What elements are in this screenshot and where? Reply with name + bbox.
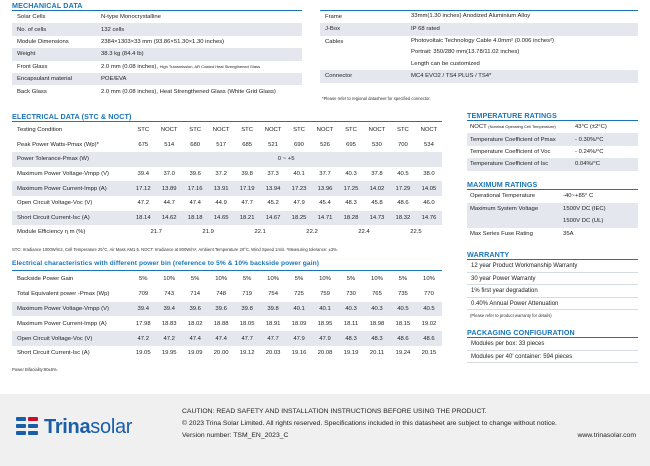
cell-value: 40.3 <box>345 305 357 312</box>
cell-value: 514 <box>164 141 175 148</box>
cell-value: 14.02 <box>369 185 385 192</box>
electrical-title-line <box>12 121 442 122</box>
row-label: Solar Cells <box>17 14 46 21</box>
cell-value: 45.2 <box>267 200 279 207</box>
cell-value: 39.4 <box>137 171 149 178</box>
row-label: Maximum Power Voltage-Vmpp (V) <box>17 305 109 312</box>
cell-value: 725 <box>294 291 304 298</box>
column-header: 5% <box>138 276 148 283</box>
table-row <box>320 11 638 23</box>
table-row <box>467 203 638 228</box>
cell-value: 48.3 <box>371 335 383 342</box>
row-label: Short Circuit Current-Isc (A) <box>17 214 90 221</box>
bifacial-title: Electrical characteristics with different power bin (reference to 5% & 10% backside power gain) <box>12 260 320 267</box>
table-row <box>12 181 442 196</box>
row-label: Encapsulant material <box>17 76 73 83</box>
cell-value: 20.11 <box>369 350 385 357</box>
row-label: No. of cells <box>17 26 47 33</box>
temperature-table <box>467 121 638 171</box>
cell-value: 20.15 <box>421 350 437 357</box>
cell-value: 47.2 <box>163 335 175 342</box>
cell-value: 37.8 <box>371 171 383 178</box>
cell-value: 19.19 <box>343 350 359 357</box>
table-row <box>12 211 442 226</box>
cell-value: 19.95 <box>161 350 177 357</box>
cell-value: 44.9 <box>215 200 227 207</box>
row-value-line: 33mm(1.30 inches) Anodized Aluminium Alloy <box>411 13 531 20</box>
column-header: NOCT <box>264 127 282 134</box>
cell-value: 19.02 <box>421 320 437 327</box>
column-header: STC <box>293 127 305 134</box>
bifacial-table <box>12 272 442 361</box>
row-label: Maximum Power Current-Impp (A) <box>17 185 107 192</box>
cell-value: 675 <box>138 141 149 148</box>
column-header: STC <box>189 127 202 134</box>
row-value <box>561 203 638 228</box>
cell-value: 13.96 <box>317 185 333 192</box>
row-value-line: 1500V DC (UL) <box>563 218 604 224</box>
cell-value: 47.2 <box>137 200 149 207</box>
row-label: Module Dimensions <box>17 38 69 45</box>
cell-value: 47.9 <box>293 335 305 342</box>
cell-value: 17.12 <box>135 185 151 192</box>
cell-value: 21.7 <box>150 229 162 236</box>
logo-wordmark <box>44 416 132 439</box>
column-header: 10% <box>215 276 228 283</box>
column-header: 5% <box>346 276 356 283</box>
bifacial-note: Power Bifaciality:80±5%. <box>12 367 59 372</box>
table-row <box>467 121 638 133</box>
row-value-small: High Transmission, AR Coated Heat Strengthened Glass <box>159 63 261 69</box>
row-label: Open Circuit Voltage-Voc (V) <box>17 200 93 207</box>
version-text: Version number: TSM_EN_2023_C <box>182 432 289 439</box>
connector-note: *Please refer to regional datasheet for specified connector. <box>322 96 431 101</box>
row-value-text: 2384×1303×33 mm (93.86×51.30×1.30 inches) <box>101 38 225 45</box>
cell-value: 48.6 <box>397 200 409 207</box>
column-header: 5% <box>242 276 252 283</box>
cell-value: 39.8 <box>241 171 253 178</box>
cell-value: 46.0 <box>423 200 435 207</box>
cell-value: 22.5 <box>410 229 422 236</box>
cell-value: 22.1 <box>254 229 266 236</box>
row-label: Weight <box>17 51 36 58</box>
row-value <box>409 70 638 82</box>
cell-value: 47.4 <box>215 335 227 342</box>
cell-value: 680 <box>190 141 201 148</box>
cell-value: 40.1 <box>293 305 305 312</box>
cell-value: 21.9 <box>202 229 214 236</box>
row-label: Maximum System Voltage <box>470 205 539 212</box>
row-value-text: 132 cells <box>101 26 125 33</box>
cell-value: 690 <box>294 141 304 148</box>
column-header: NOCT <box>212 127 230 134</box>
cell-value: 22.4 <box>358 229 370 236</box>
row-value-line: 1500V DC (IEC) <box>563 205 606 212</box>
row-value-line: -40~+85° C <box>563 193 594 199</box>
electrical-title: ELECTRICAL DATA (STC & NOCT) <box>12 112 132 121</box>
cell-value: 38.0 <box>423 171 435 178</box>
cell-value: 37.0 <box>163 171 175 178</box>
row-label: Power Tolerance-Pmax (W) <box>17 156 89 163</box>
cell-value: 730 <box>346 291 356 298</box>
row-label: Frame <box>325 14 343 20</box>
table-row <box>12 225 442 240</box>
row-label <box>467 133 573 145</box>
caution-text: CAUTION: READ SAFETY AND INSTALLATION INSTRUCTIONS BEFORE USING THE PRODUCT. <box>182 408 487 415</box>
warranty-note: (Please refer to product warranty for details) <box>470 313 552 318</box>
cell-value: 45.8 <box>371 200 383 207</box>
cell-value: 40.1 <box>293 171 305 178</box>
cell-value: 735 <box>398 291 408 298</box>
cell-value: 526 <box>320 141 330 148</box>
row-value <box>99 48 302 60</box>
cell-value: 18.98 <box>369 320 385 327</box>
cell-value: 18.14 <box>135 214 151 221</box>
cell-value: 48.3 <box>345 335 357 342</box>
row-value <box>561 190 638 203</box>
list-item: 0.40% Annual Power Attenuation <box>467 298 638 311</box>
cell-value: 39.6 <box>189 171 201 178</box>
maximum-table <box>467 190 638 240</box>
column-header: 10% <box>371 276 383 283</box>
cell-value: 40.3 <box>371 305 383 312</box>
list-item: Modules per box: 33 pieces <box>467 338 638 351</box>
warranty-title: WARRANTY <box>467 250 510 259</box>
cell-value: 40.5 <box>397 171 409 178</box>
row-label-text: Temperature Coefficient of Pmax <box>470 136 556 143</box>
table-row <box>467 146 638 158</box>
cell-value: 40.5 <box>397 305 409 312</box>
row-value-line: Portrait: 350/280 mm(13.78/11.02 inches) <box>411 49 520 56</box>
row-label: Open Circuit Voltage-Voc (V) <box>17 335 93 342</box>
row-value-line: Photovoltaic Technology Cable 4.0mm² (0.006 inches²) <box>411 37 555 44</box>
list-item: 1% first year degradation <box>467 285 638 298</box>
row-value: - 0.30%/°C <box>575 136 604 143</box>
row-value <box>409 36 638 71</box>
mechanical-left-table <box>12 11 302 98</box>
cell-value: 40.3 <box>345 171 357 178</box>
cell-value: 18.18 <box>187 214 203 221</box>
cell-value: 18.02 <box>187 320 203 327</box>
cell-value: 14.62 <box>161 214 177 221</box>
cell-value: 20.03 <box>265 350 281 357</box>
cell-value: 48.6 <box>397 335 409 342</box>
row-label: Module Efficiency η m (%) <box>17 229 86 236</box>
column-header: 5% <box>294 276 304 283</box>
cell-value: 14.05 <box>421 185 437 192</box>
row-value-line: MC4 EVO2 / TS4 PLUS / TS4* <box>411 72 492 79</box>
packaging-list <box>467 338 638 363</box>
packaging-title: PACKAGING CONFIGURATION <box>467 328 575 337</box>
column-header: NOCT <box>316 127 334 134</box>
row-value <box>561 228 638 241</box>
row-label: J-Box <box>325 26 341 33</box>
column-header: STC <box>137 127 150 134</box>
row-value-text: POE/EVA <box>101 76 127 83</box>
cell-value: 19.05 <box>135 350 151 357</box>
cell-value: 39.6 <box>215 305 227 312</box>
cell-value: 714 <box>190 291 201 298</box>
mechanical-right-table <box>320 11 638 83</box>
cell-value: 14.76 <box>421 214 437 221</box>
cell-value: 709 <box>138 291 149 298</box>
table-row <box>12 85 302 97</box>
cell-value: 19.24 <box>395 350 411 357</box>
row-value-line: 35A <box>563 230 574 237</box>
column-header: NOCT <box>420 127 438 134</box>
row-value <box>99 11 302 23</box>
cell-value: 18.21 <box>239 214 255 221</box>
table-row <box>12 287 442 302</box>
column-header: 10% <box>319 276 331 283</box>
row-label: Short Circuit Current-Isc (A) <box>17 350 90 357</box>
row-label-text: Temperature Coefficient of Voc <box>470 148 551 155</box>
trina-logo <box>14 412 132 442</box>
cell-value: 18.91 <box>265 320 281 327</box>
cell-value: 39.4 <box>163 305 175 312</box>
row-value <box>409 23 638 35</box>
cell-value: 748 <box>216 291 227 298</box>
row-label: Maximum Power Voltage-Vmpp (V) <box>17 171 109 178</box>
row-label-text: Temperature Coefficient of Isc <box>470 161 549 168</box>
row-value: 43°C (±2°C) <box>575 124 607 131</box>
cell-value: 18.11 <box>343 320 359 327</box>
cell-value: 18.15 <box>395 320 411 327</box>
row-value <box>99 23 302 35</box>
table-row <box>12 346 442 361</box>
row-label: Front Glass <box>17 63 48 70</box>
cell-value: 22.2 <box>306 229 318 236</box>
table-header-row <box>12 123 442 138</box>
column-header: 5% <box>190 276 200 283</box>
table-row <box>12 302 442 317</box>
cell-value: 765 <box>372 291 382 298</box>
cell-value: 17.25 <box>343 185 359 192</box>
row-label: Total Equivalent power -Pmax (Wp) <box>17 291 110 298</box>
cell-value: 14.73 <box>369 214 385 221</box>
cell-value: 743 <box>164 291 175 298</box>
cell-value: 534 <box>424 141 434 148</box>
row-value <box>99 73 302 85</box>
cell-value: 17.29 <box>395 185 411 192</box>
row-label-small: (Nominal Operating Cell Temperature) <box>488 124 556 130</box>
table-row <box>12 36 302 48</box>
cell-value: 18.05 <box>239 320 255 327</box>
row-label: Connector <box>325 73 353 80</box>
cell-value: 40.5 <box>423 305 435 312</box>
table-row <box>467 190 638 203</box>
row-value <box>99 85 302 97</box>
cell-value: 19.09 <box>187 350 203 357</box>
row-label <box>467 146 573 158</box>
cell-value: 44.7 <box>163 200 175 207</box>
bifacial-title-line <box>12 270 442 271</box>
row-label: Back Glass <box>17 88 47 95</box>
cell-value: 14.65 <box>213 214 229 221</box>
row-label: Cables <box>325 38 344 45</box>
column-header: Testing Condition <box>17 127 63 134</box>
cell-value: 18.25 <box>291 214 307 221</box>
copyright-text: © 2023 Trina Solar Limited. All rights reserved. Specifications included in this datasheet are subject to change without notice. <box>182 420 557 427</box>
row-value-text: 2.0 mm (0.08 inches), Heat Strengthened Glass (White Grid Glass) <box>101 88 276 95</box>
cell-value: 13.89 <box>161 185 177 192</box>
cell-value: 37.3 <box>267 171 279 178</box>
logo-solar: solar <box>90 415 133 438</box>
cell-value: 47.9 <box>293 200 305 207</box>
cell-value: 719 <box>242 291 253 298</box>
cell-value: 47.9 <box>319 335 331 342</box>
cell-value: 48.6 <box>423 335 435 342</box>
cell-value: 47.7 <box>241 200 253 207</box>
list-item: 30 year Power Warranty <box>467 273 638 286</box>
maximum-title: MAXIMUM RATINGS <box>467 180 538 189</box>
row-value-text: 38.3 kg (84.4 lb) <box>101 51 144 58</box>
list-item: 12 year Product Workmanship Warranty <box>467 260 638 273</box>
mechanical-title: MECHANICAL DATA <box>12 1 83 10</box>
trina-logo-mark-icon <box>14 414 40 440</box>
cell-value: 18.88 <box>213 320 229 327</box>
cell-value: 47.2 <box>137 335 149 342</box>
cell-value: 18.95 <box>317 320 333 327</box>
cell-value: 19.12 <box>239 350 255 357</box>
cell-value: 517 <box>216 141 227 148</box>
row-value: 0.04%/°C <box>575 161 600 168</box>
table-row <box>467 158 638 170</box>
cell-value: 39.8 <box>241 305 253 312</box>
cell-value: 13.91 <box>213 185 229 192</box>
cell-value: 39.8 <box>267 305 279 312</box>
table-row <box>12 23 302 35</box>
row-label: Operational Temperature <box>470 193 536 199</box>
column-header: 10% <box>423 276 435 283</box>
cell-value: 18.83 <box>161 320 177 327</box>
cell-value: 521 <box>268 141 278 148</box>
column-header: NOCT <box>160 127 178 134</box>
column-header: 5% <box>398 276 408 283</box>
electrical-note: STC: Irradiance 1000W/m2, Cell Temperature 25°C, Air Mass AM1.5. NOCT: Irradiance at 800W/m², Ambient Temperature 20°C, Wind Speed 1m/s. *Measuring tolerance: ±3%. <box>12 247 338 252</box>
cell-value: 45.4 <box>319 200 331 207</box>
cell-value: 754 <box>268 291 278 298</box>
table-row <box>12 196 442 211</box>
cell-value: 47.7 <box>267 335 279 342</box>
logo-trina: Trina <box>44 415 91 438</box>
cell-value: 700 <box>398 141 408 148</box>
table-row <box>12 48 302 60</box>
row-label-text: NOCT <box>470 124 487 131</box>
table-row <box>12 73 302 85</box>
cell-value: 39.6 <box>189 305 201 312</box>
row-value: - 0.24%/°C <box>575 148 604 155</box>
cell-value: 17.98 <box>135 320 151 327</box>
row-value <box>99 61 302 73</box>
cell-value: 39.4 <box>137 305 149 312</box>
cell-value: 17.19 <box>239 185 255 192</box>
row-label: Max Series Fuse Rating <box>470 230 533 237</box>
cell-value: 47.4 <box>189 200 201 207</box>
row-value <box>409 11 638 23</box>
table-row <box>12 152 442 167</box>
row-value <box>99 36 302 48</box>
warranty-list <box>467 260 638 310</box>
table-row <box>12 331 442 346</box>
cell-value: 47.7 <box>241 335 253 342</box>
column-header: 10% <box>267 276 279 283</box>
row-value-text: N-type Monocrystalline <box>101 14 161 21</box>
cell-value: 17.16 <box>187 185 203 192</box>
table-row <box>12 11 302 23</box>
table-row <box>320 23 638 35</box>
temperature-title: TEMPERATURE RATINGS <box>467 111 557 120</box>
list-item: Modules per 40' container: 594 pieces <box>467 351 638 364</box>
cell-value: 19.16 <box>291 350 307 357</box>
table-row <box>12 61 302 73</box>
cell-value: 13.94 <box>265 185 281 192</box>
cell-value: 40.1 <box>319 305 331 312</box>
cell-value: 695 <box>346 141 356 148</box>
table-row <box>320 36 638 71</box>
row-label <box>467 158 573 170</box>
row-value-line: Length can be customized <box>411 60 480 67</box>
row-value-line: IP 68 rated <box>411 25 440 32</box>
cell-value: 759 <box>320 291 330 298</box>
cell-value: 0 ~ +5 <box>277 156 295 163</box>
row-label: Maximum Power Current-Impp (A) <box>17 320 107 327</box>
website-link[interactable]: www.trinasolar.com <box>577 432 636 439</box>
cell-value: 20.08 <box>317 350 333 357</box>
column-header: STC <box>345 127 357 134</box>
cell-value: 37.2 <box>215 171 227 178</box>
cell-value: 47.4 <box>189 335 201 342</box>
column-header: STC <box>397 127 409 134</box>
cell-value: 37.7 <box>319 171 331 178</box>
electrical-table <box>12 123 442 240</box>
table-row <box>467 228 638 241</box>
cell-value: 48.3 <box>345 200 357 207</box>
cell-value: 530 <box>372 141 382 148</box>
cell-value: 685 <box>242 141 253 148</box>
table-row <box>12 138 442 153</box>
cell-value: 770 <box>424 291 434 298</box>
row-label <box>467 121 573 133</box>
table-header-row <box>12 272 442 287</box>
column-header: Backside Power Gain <box>17 276 74 283</box>
cell-value: 18.28 <box>343 214 359 221</box>
column-header: 10% <box>163 276 176 283</box>
cell-value: 18.09 <box>291 320 307 327</box>
cell-value: 17.23 <box>291 185 307 192</box>
table-row <box>467 133 638 145</box>
row-value-text: 2.0 mm (0.08 inches), <box>101 63 158 70</box>
column-header: STC <box>241 127 253 134</box>
cell-value: 14.67 <box>265 214 281 221</box>
column-header: NOCT <box>368 127 386 134</box>
cell-value: 20.00 <box>213 350 229 357</box>
table-row <box>320 70 638 82</box>
table-row <box>12 167 442 182</box>
table-row <box>12 316 442 331</box>
cell-value: 18.32 <box>395 214 411 221</box>
cell-value: 14.71 <box>317 214 333 221</box>
row-label: Peak Power Watts-Pmax (Wp)* <box>17 141 99 148</box>
